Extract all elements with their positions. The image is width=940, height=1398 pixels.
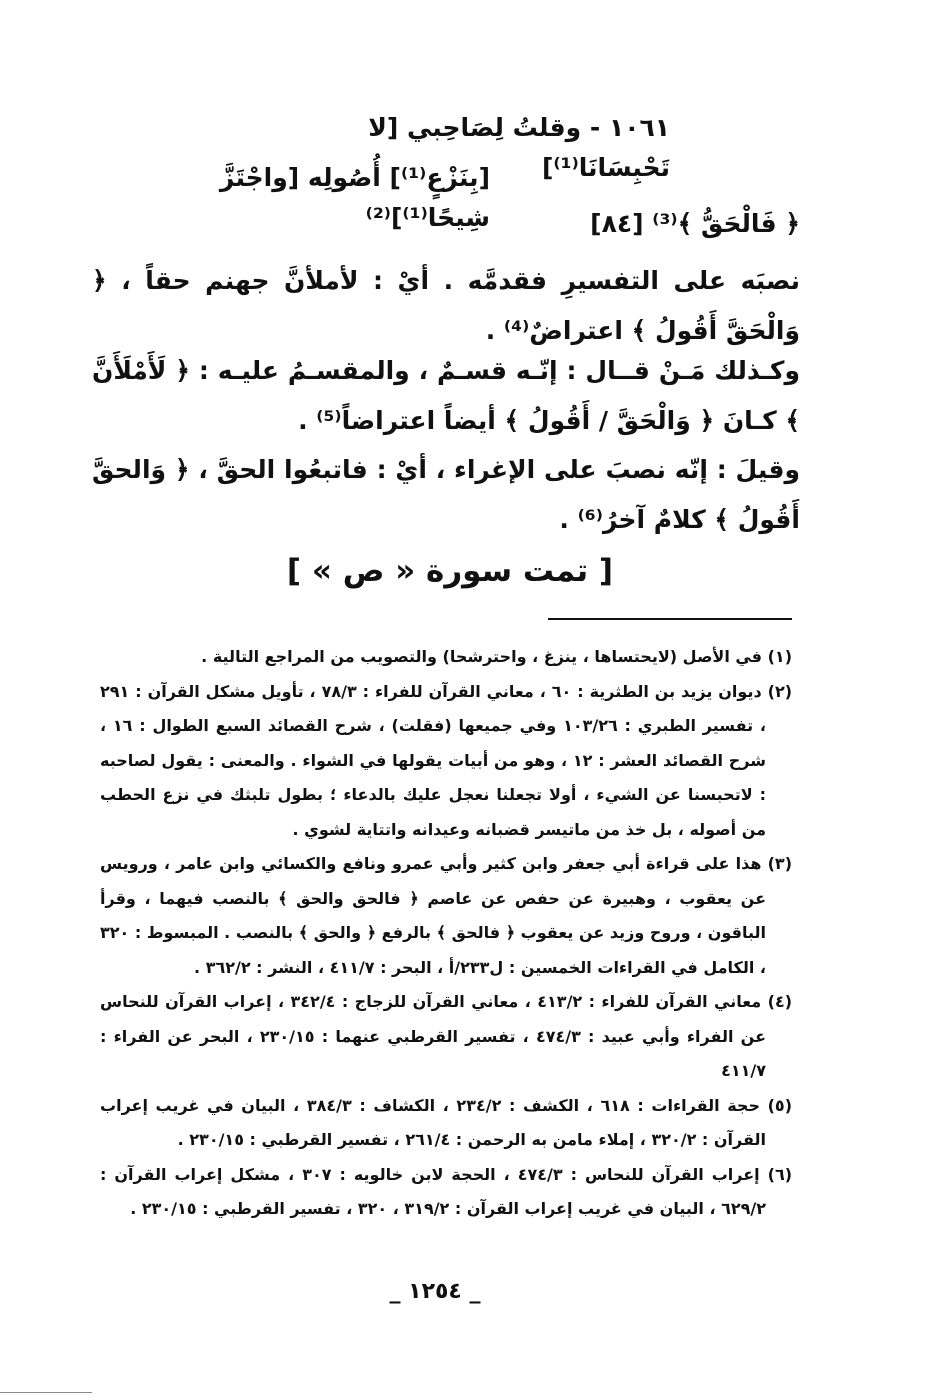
scan-edge-mark <box>0 1392 92 1393</box>
paragraph-1: نصبَه على التفسيرِ فقدمَّه . أيْ : لأملأنَّ جهنم حقاً ، ﴿ وَالْحَقَّ أَقُولُ ﴾ اعتراضٌ⁽⁴⁾ . <box>92 266 800 345</box>
footnote-5: (٥) حجة القراءات : ٦١٨ ، الكشف : ٢٣٤/٢ ، الكشاف : ٣٨٤/٣ ، البيان في غريب إعراب القرآن : ٣٢٠/٢ ، إملاء مامن به الرحمن : ٢٦١/٤ ، تفسير القرطبي : ٢٣٠/١٥ . <box>100 1095 792 1149</box>
verse-line-1: ١٠٦١ - وقلتُ لِصَاحِبي [لا تَحْبِسَانَا⁽¹⁾] <box>368 113 670 182</box>
page-number: _ ١٢٥٤ _ <box>389 1279 481 1304</box>
footnote-1: (١) في الأصل (لايحتساها ، ينزغ ، واحترشحا) والتصويب من المراجع التالية . <box>201 647 792 666</box>
footnote-4: (٤) معاني القرآن للفراء : ٤١٣/٢ ، معاني القرآن للزجاج : ٣٤٢/٤ ، إعراب القرآن للنحاس عن الفراء وأبي عبيد : ٤٧٤/٣ ، تفسير القرطبي عنهما : ٢٣٠/١٥ ، البحر عن الفراء : ٤١١/٧ <box>100 992 793 1080</box>
footnote-divider <box>548 618 792 620</box>
footnote-2: (٢) ديوان يزيد بن الطثرية : ٦٠ ، معاني القرآن للفراء : ٧٨/٣ ، تأويل مشكل القرآن : ٢٩١ ، تفسير الطبري : ١٠٣/٢٦ وفي جميعها (فقلت) ، شرح القصائد السبع الطوال : ١٦ ، شرح القصائد العشر : ١٢ ، وهو من أبيات يقولها في الشواء . والمعنى : يقول لصاحبه : لاتحبسنا عن الشيء ، أولا تجعلنا نعجل عليك بالدعاء ؛ بطول تلبثك في نزع الحطب من أصوله ، بل خذ من ماتيسر قضبانه وعيدانه واتتاية لشوي . <box>100 681 793 839</box>
ayah-reference: ﴿ فَالْحَقُّ ﴾⁽³⁾ [٨٤] <box>590 209 800 238</box>
verse-line-2: [بِنَزْعٍ⁽¹⁾] أُصُولِه [واجْتَزَّ شِيحًا⁽¹⁾]⁽²⁾ <box>219 163 490 232</box>
surah-end-heading: [ تمت سورة « ص » ] <box>286 553 614 589</box>
footnotes-section <box>100 640 792 1227</box>
footnote-6: (٦) إعراب القرآن للنحاس : ٤٧٤/٣ ، الحجة لابن خالويه : ٣٠٧ ، مشكل إعراب القرآن : ٦٢٩/٢ ، البيان في غريب إعراب القرآن : ٣١٩/٢ ، ٣٢٠ ، تفسير القرطبي : ٢٣٠/١٥ . <box>100 1164 793 1218</box>
paragraph-3: وقيلَ : إنّه نصبَ على الإغراء ، أيْ : فاتبعُوا الحقَّ ، ﴿ وَالحقَّ أَقُولُ ﴾ كلامٌ آخرُ⁽⁶⁾ . <box>92 455 800 534</box>
footnote-3: (٣) هذا على قراءة أبي جعفر وابن كثير وأبي عمرو ونافع والكسائي وابن عامر ، ورويس عن يعقوب ، وهبيرة عن حفص عن عاصم ﴿ فالحق والحق ﴾ بالنصب فيهما ، وقرأ الباقون ، وروح وزيد عن يعقوب ﴿ فالحق ﴾ بالرفع ﴿ والحق ﴾ بالنصب . المبسوط : ٣٢٠ ، الكامل في القراءات الخمسين : ل٢٣٣/أ ، البحر : ٤١١/٧ ، النشر : ٣٦٢/٢ . <box>100 854 792 977</box>
paragraph-2: وكـذلك مَـنْ قــال : إنّـه قسـمٌ ، والمقسـمُ عليـه : ﴿ لَأَمْلَأَنَّ ﴾ كـانَ ﴿ وَالْحَقَّ / أَقُولُ ﴾ أيضاً اعتراضاً⁽⁵⁾ . <box>92 356 800 435</box>
